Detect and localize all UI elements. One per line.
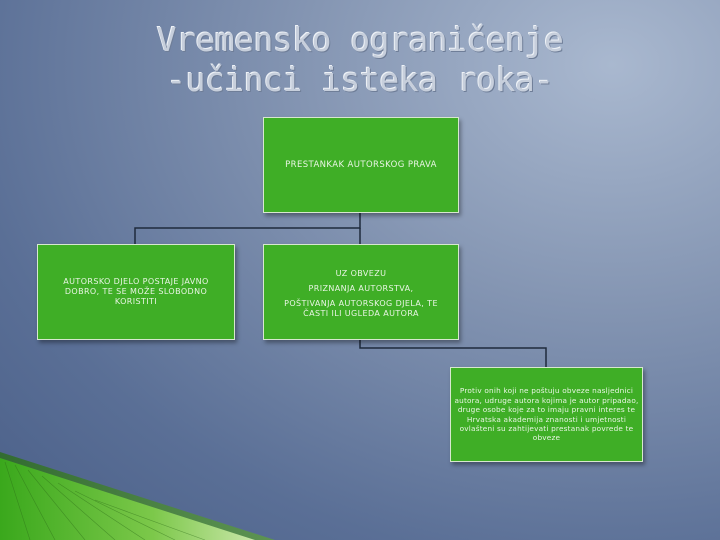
middle-box-line-3: POŠTIVANJA AUTORSKOG DJELA, TE ČASTI ILI UGLEDA AUTORA <box>284 298 438 318</box>
middle-box-line-1: UZ OBVEZU <box>335 268 387 278</box>
left-box-text: AUTORSKO DJELO POSTAJE JAVNO DOBRO, TE SE MOŽE SLOBODNO KORISTITI <box>63 277 209 306</box>
middle-box-line-2: PRIZNANJA AUTORSTVA, <box>308 283 414 293</box>
bottom-box-text: Protiv onih koji ne poštuju obveze nasljednici autora, udruge autora kojima je autor pripadao, druge osobe koje za to imaju pravni interes te Hrvatska akademija znanosti i umjetnosti ovlašteni su zahtijevati prestanak povrede te obveze <box>454 386 639 443</box>
root-box-text: PRESTANKAK AUTORSKOG PRAVA <box>285 160 437 170</box>
title-line-1: Vremensko ograničenje <box>156 20 564 59</box>
title-line-2: -učinci isteka roka- <box>166 60 554 99</box>
